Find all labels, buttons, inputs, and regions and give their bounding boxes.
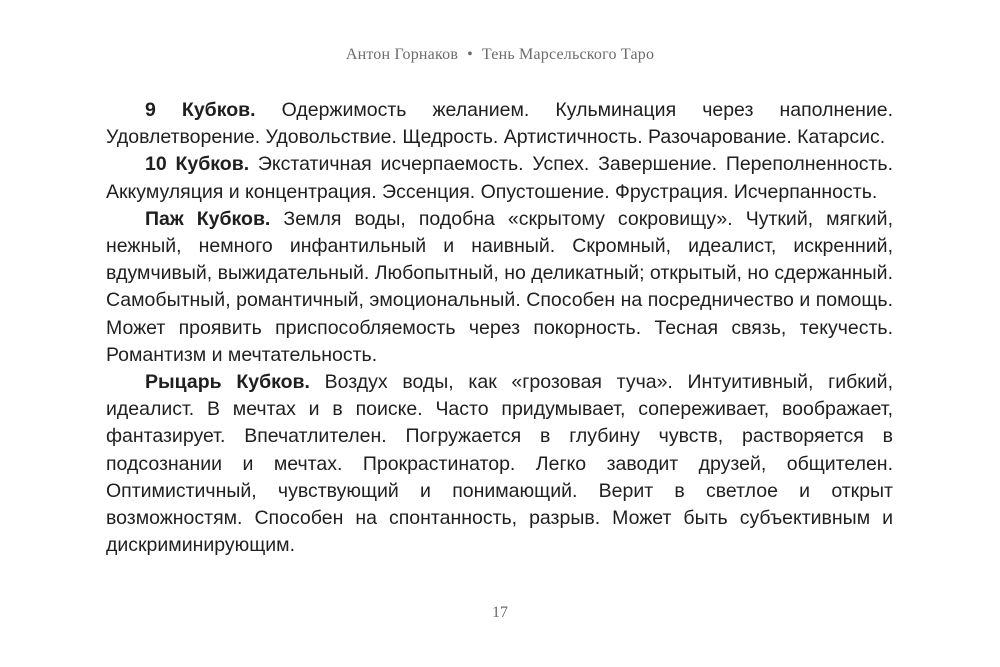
description-9-cups: Одержимость желанием. Кульминация через наполнение. Удовлетворение. Удовольствие. Щедрость. Артистичность. Разочарование. Катарсис. (106, 99, 893, 149)
paragraph-9-cups (106, 97, 893, 151)
description-page-of-cups: Земля воды, подобна «скрытому сокровищу». Чуткий, мягкий, нежный, немного инфантильный и наивный. Скромный, идеалист, искренний, вдумчивый, выжидательный. Любопытный, но деликатный; открытый, но сдержанный. Самобытный, романтичный, эмоциональный. Способен на посредничество и помощь. Может проявить приспособляемость через покорность. Тесная связь, текучесть. Романтизм и мечтательность. (106, 207, 893, 366)
paragraph-knight-of-cups (106, 369, 893, 559)
term-page-of-cups: Паж Кубков. (145, 207, 271, 230)
term-knight-of-cups: Рыцарь Кубков. (145, 371, 310, 394)
body-text (106, 97, 893, 559)
paragraph-page-of-cups (106, 206, 893, 369)
header-separator: • (467, 46, 473, 63)
page-number: 17 (492, 604, 508, 621)
paragraph-10-cups (106, 151, 893, 205)
header-book-title: Тень Марсельского Таро (481, 46, 655, 63)
description-knight-of-cups: Воздух воды, как «грозовая туча». Интуитивный, гибкий, идеалист. В мечтах и в поиске. Часто придумывает, сопереживает, воображает, фантазирует. Впечатлителен. Погружается в глубину чувств, растворяется в подсознании и мечтах. Прокрастинатор. Легко заводит друзей, общителен. Оптимистичный, чувствующий и понимающий. Верит в светлое и открыт возможностям. Способен на спонтанность, разрыв. Может быть субъективным и дискриминирующим. (106, 371, 893, 557)
running-head (0, 46, 1000, 64)
term-10-cups: 10 Кубков. (145, 153, 250, 176)
header-author: Антон Горнаков (345, 46, 459, 63)
description-10-cups: Экстатичная исчерпаемость. Успех. Завершение. Переполненность. Аккумуляция и концентрация. Эссенция. Опустошение. Фрустрация. Исчерпанность. (106, 153, 893, 203)
term-9-cups: 9 Кубков. (145, 99, 256, 121)
